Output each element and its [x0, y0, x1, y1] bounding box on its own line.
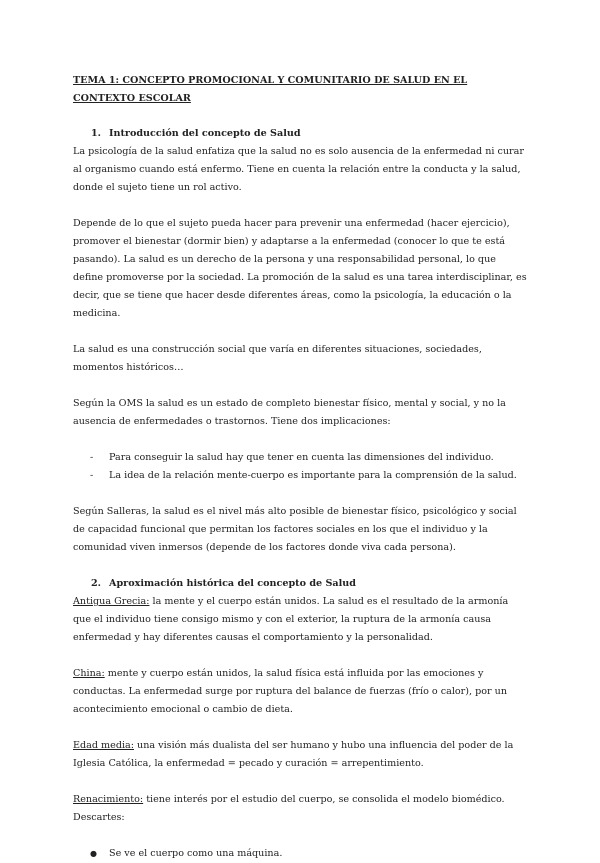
paragraph: Según la OMS la salud es un estado de completo bienestar físico, mental y social, y no la ausencia de enfermedades o trastornos. Tiene dos implicaciones: — [73, 398, 506, 427]
paragraph: La psicología de la salud enfatiza que la salud no es solo ausencia de la enfermedad ni curar al organismo cuando está enfermo. Tiene en cuenta la relación entre la conducta y la salud, donde el sujeto tiene un rol activo. — [73, 146, 524, 193]
dash-marker: - — [90, 452, 94, 463]
dash-marker: - — [90, 470, 94, 481]
section-2-heading — [73, 575, 528, 593]
paragraph-edad-media: Edad media: una visión más dualista del ser humano y hubo una influencia del poder de la Iglesia Católica, la enfermedad = pecado y curación = arrepentimiento. — [73, 740, 514, 769]
document-title: TEMA 1: CONCEPTO PROMOCIONAL Y COMUNITARIO DE SALUD EN EL CONTEXTO ESCOLAR — [73, 75, 468, 104]
list-item: - Para conseguir la salud hay que tener en cuenta las dimensiones del individuo. — [73, 449, 528, 467]
paragraph: La salud es una construcción social que varía en diferentes situaciones, sociedades, momentos históricos… — [73, 344, 482, 373]
renacimiento-label: Renacimiento: — [73, 794, 144, 805]
list-item: ● Se ve el cuerpo como una máquina. — [73, 845, 528, 863]
document-page — [73, 72, 528, 863]
paragraph: Según Salleras, la salud es el nivel más alto posible de bienestar físico, psicológico y social de capacidad funcional que permitan los factores sociales en los que el individuo y la comunidad viven inmersos (depende de los factores donde viva cada persona). — [73, 506, 517, 553]
section-1-heading — [73, 125, 528, 143]
china-label: China: — [73, 668, 105, 679]
section-1-title: Introducción del concepto de Salud — [109, 128, 301, 139]
bullet-marker: ● — [90, 849, 97, 858]
paragraph-china: China: mente y cuerpo están unidos, la salud física está influida por las emociones y conductas. La enfermedad surge por ruptura del balance de fuerzas (frío o calor), por un acontecimiento emocional o cambio de dieta. — [73, 668, 508, 715]
implications-list — [73, 449, 528, 485]
section-2-title: Aproximación histórica del concepto de Salud — [109, 578, 356, 589]
paragraph-renacimiento: Renacimiento: tiene interés por el estudio del cuerpo, se consolida el modelo biomédico. Descartes: — [73, 794, 505, 823]
section-1-number: 1. — [90, 128, 101, 139]
list-item: - La idea de la relación mente-cuerpo es importante para la comprensión de la salud. — [73, 467, 528, 485]
paragraph: Depende de lo que el sujeto pueda hacer para prevenir una enfermedad (hacer ejercicio), promover el bienestar (dormir bien) y adaptarse a la enfermedad (conocer lo que te está pasando). La salud es un derecho de la persona y una responsabilidad personal, lo que define promoverse por la sociedad. La promoción de la salud es una tarea interdisciplinar, es decir, que se tiene que hacer desde diferentes áreas, como la psicología, la educación o la medicina. — [73, 218, 527, 319]
grecia-label: Antigua Grecia: — [73, 596, 150, 607]
section-2-number: 2. — [90, 578, 101, 589]
paragraph-grecia: Antigua Grecia: la mente y el cuerpo están unidos. La salud es el resultado de la armonía que el individuo tiene consigo mismo y con el exterior, la ruptura de la armonía causa enfermedad y hay diferentes causas el comportamiento y la personalidad. — [73, 596, 509, 643]
edad-media-label: Edad media: — [73, 740, 134, 751]
